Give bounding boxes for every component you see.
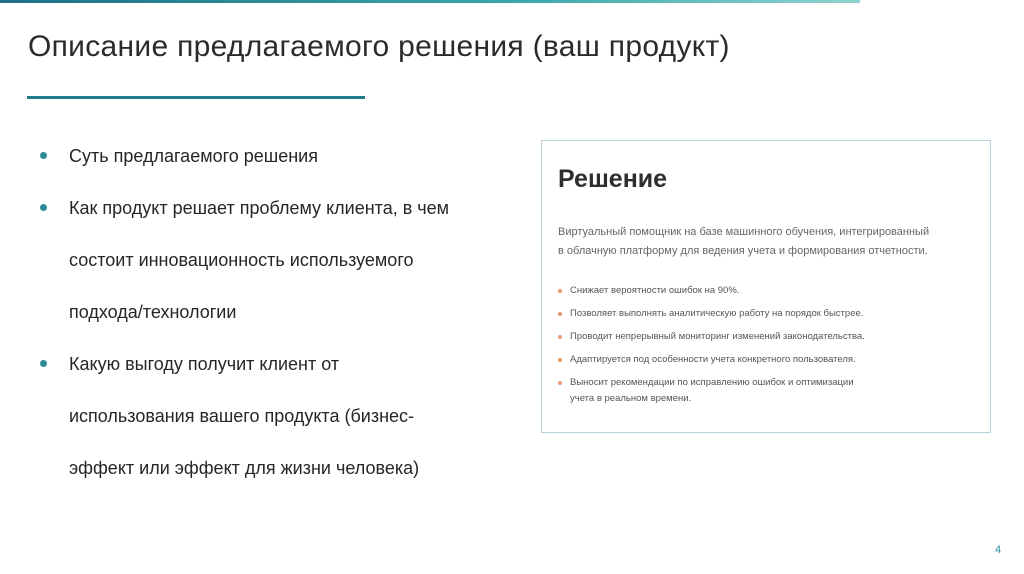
bullet-dot-icon <box>558 312 562 316</box>
card-benefit-line: Проводит непрерывный мониторинг изменений законодательства. <box>570 331 865 342</box>
bullet-dot-icon <box>558 381 562 385</box>
bullet-dot-icon <box>40 204 47 211</box>
bullet-dot-icon <box>40 360 47 367</box>
title-underline <box>27 96 365 99</box>
bullet-dot-icon <box>558 358 562 362</box>
card-benefit-list <box>558 283 978 414</box>
card-benefit-line: Адаптируется под особенности учета конкретного пользователя. <box>570 354 856 365</box>
card-description-line: Виртуальный помощник на базе машинного обучения, интегрированный <box>558 226 930 238</box>
bullet-list <box>40 130 520 494</box>
bullet-text <box>69 338 520 494</box>
bullet-item <box>40 182 520 338</box>
card-benefit-item <box>558 375 978 407</box>
bullet-text <box>69 182 520 338</box>
bullet-dot-icon <box>558 335 562 339</box>
bullet-text <box>69 130 520 182</box>
card-benefit-item <box>558 306 978 322</box>
slide-title: Описание предлагаемого решения (ваш продукт) <box>28 30 730 63</box>
card-benefit-line: Снижает вероятности ошибок на 90%. <box>570 285 740 296</box>
bullet-line: Суть предлагаемого решения <box>69 146 318 166</box>
bullet-item <box>40 130 520 182</box>
card-heading: Решение <box>558 165 668 193</box>
bullet-item <box>40 338 520 494</box>
bullet-dot-icon <box>40 152 47 159</box>
card-benefit-line: Позволяет выполнять аналитическую работу на порядок быстрее. <box>570 308 864 319</box>
bullet-line: подхода/технологии <box>69 302 237 322</box>
card-description <box>558 223 978 261</box>
bullet-line: использования вашего продукта (бизнес- <box>69 406 415 426</box>
card-benefit-line: Выносит рекомендации по исправлению ошибок и оптимизации <box>570 377 854 388</box>
solution-example-card <box>541 140 991 433</box>
card-benefit-line: учета в реальном времени. <box>570 393 692 404</box>
bullet-line: Какую выгоду получит клиент от <box>69 354 340 374</box>
card-description-line: в облачную платформу для ведения учета и формирования отчетности. <box>558 245 928 257</box>
top-accent-bar <box>0 0 860 3</box>
card-benefit-item <box>558 329 978 345</box>
card-benefit-item <box>558 352 978 368</box>
page-number: 4 <box>995 544 1002 556</box>
bullet-dot-icon <box>558 289 562 293</box>
bullet-line: состоит инновационность используемого <box>69 250 414 270</box>
card-benefit-item <box>558 283 978 299</box>
bullet-line: Как продукт решает проблему клиента, в чем <box>69 198 450 218</box>
bullet-line: эффект или эффект для жизни человека) <box>69 458 420 478</box>
